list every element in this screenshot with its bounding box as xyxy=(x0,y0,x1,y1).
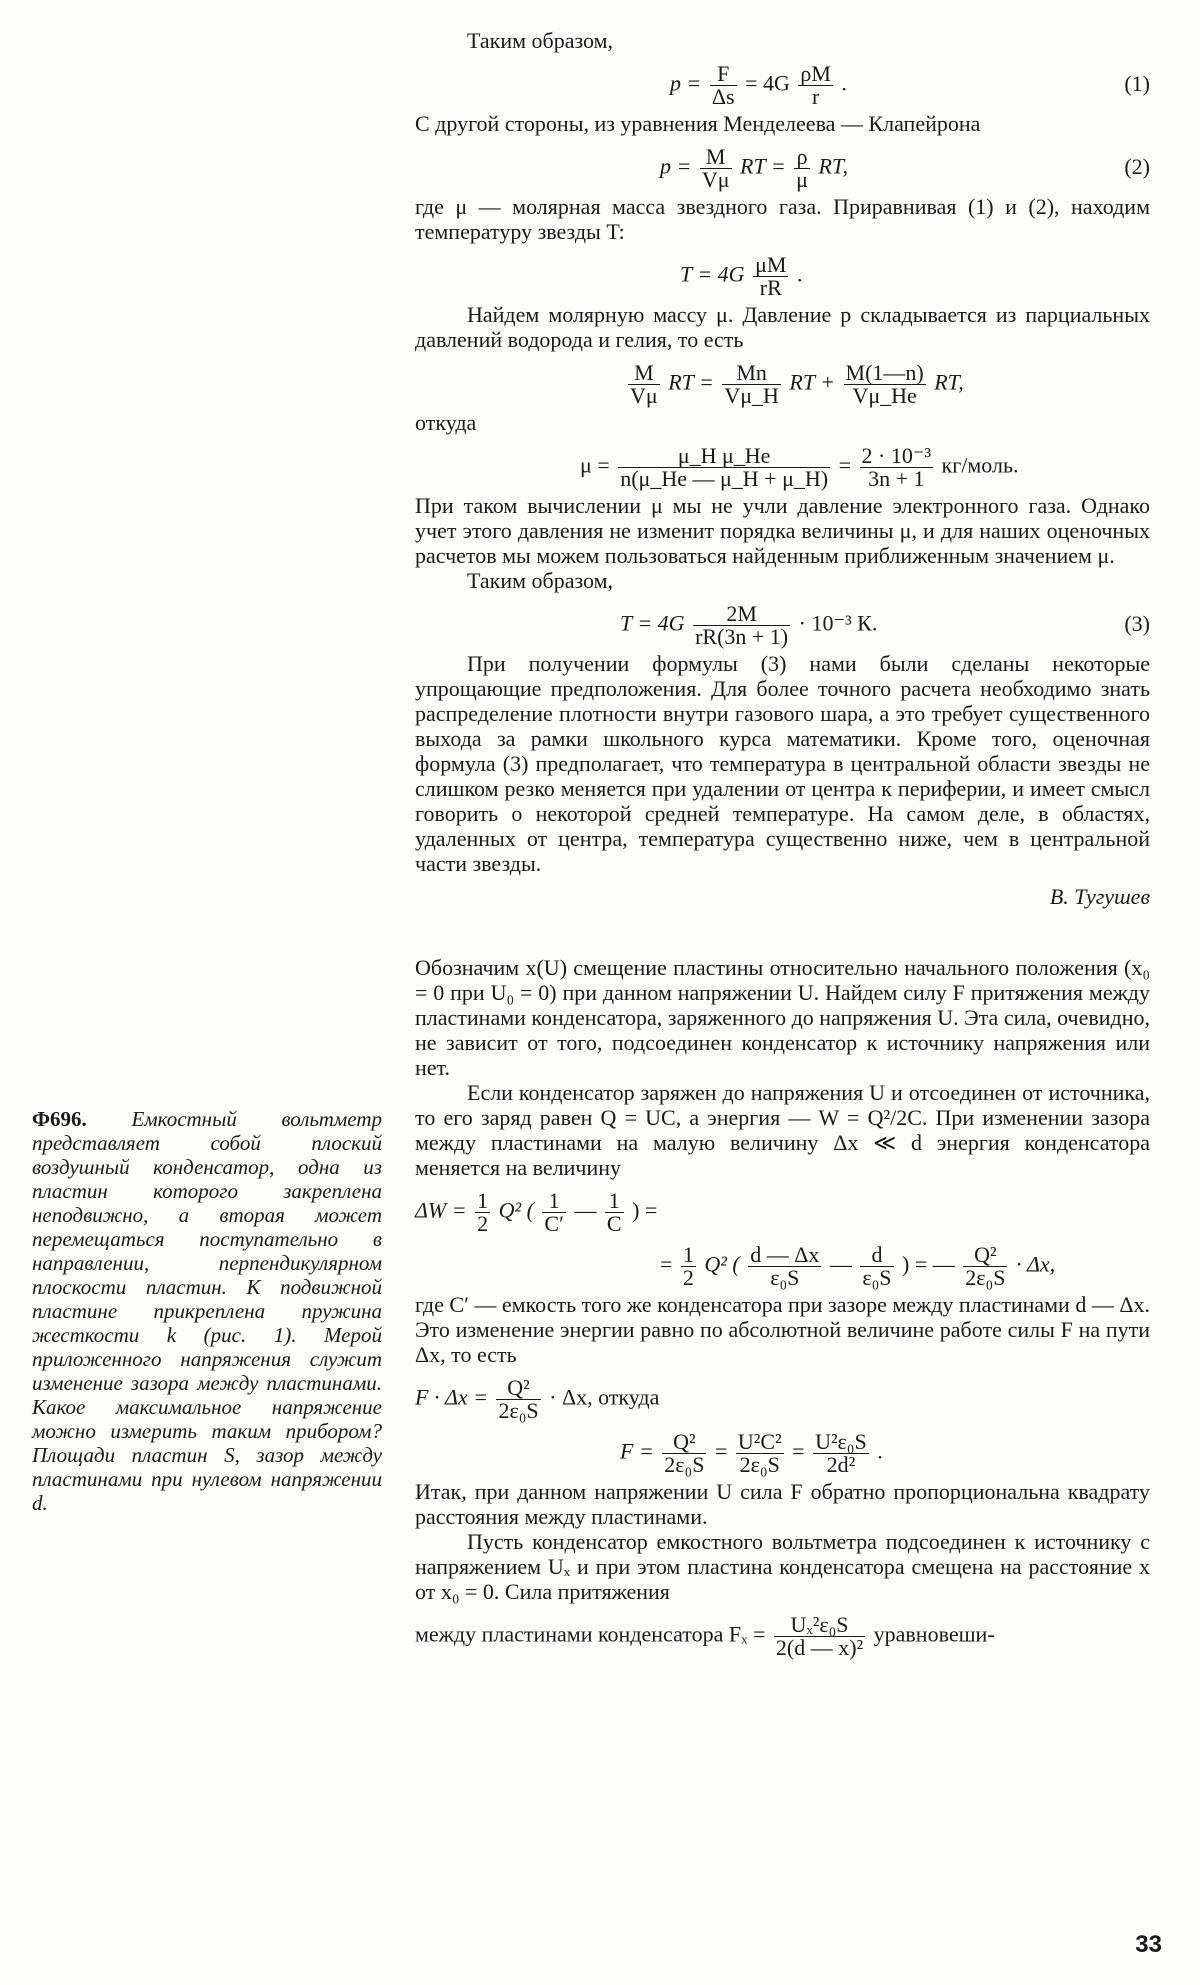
eq9-lhs: F = xyxy=(620,1438,654,1464)
eq9-fraction-b: $\frac{\text{U²C²}}{\text{2ε₀S}}$ xyxy=(737,1429,782,1477)
eq7a-fraction-c: $\frac{1}{C}$ xyxy=(606,1188,622,1236)
eq5-mid: = xyxy=(838,452,851,478)
eq10-end: уравновеши- xyxy=(873,1621,995,1647)
equation-number-3: (3) xyxy=(1124,611,1150,636)
paragraph-molar-mass: где μ — молярная масса звездного газа. Приравнивая (1) и (2), находим температуру звезды T: xyxy=(415,194,1150,244)
main-column xyxy=(415,28,1150,1662)
equation-2 xyxy=(415,140,1150,190)
eq6-fraction: $\frac{2M}{rR(3n + 1)}$ xyxy=(695,601,789,649)
equation-10 xyxy=(415,1608,1150,1658)
equation-5 xyxy=(415,439,1150,489)
equation-number-1: (1) xyxy=(1124,71,1150,96)
eq7a-fraction-b: $\frac{1}{C'}$ xyxy=(544,1188,564,1236)
eq7a-fraction-a: $\frac{1}{2}$ xyxy=(477,1188,489,1236)
eq3-end: . xyxy=(796,261,803,287)
eq7b-end: · Δx, xyxy=(1015,1251,1056,1277)
eq5-lhs: μ = xyxy=(580,452,610,478)
eq1-lhs: p = xyxy=(670,70,702,96)
equation-9 xyxy=(415,1425,1150,1475)
eq7b-lhs: = xyxy=(660,1251,673,1277)
eq7b-mid: ) = — xyxy=(902,1251,955,1277)
eq4-term-1: RT = xyxy=(668,369,714,395)
eq7b-fraction-c: $\frac{d}{\text{ε₀S}}$ xyxy=(862,1242,892,1290)
eq1-mid: = 4G xyxy=(745,70,790,96)
author-signature: В. Тугушев xyxy=(1049,884,1150,909)
equation-3 xyxy=(415,248,1150,298)
eq9-eq-2: = xyxy=(792,1438,805,1464)
equation-7b xyxy=(415,1238,1150,1288)
eq4-term-2: RT + xyxy=(789,369,836,395)
eq2-lhs: p = xyxy=(660,153,692,179)
eq8-end: · Δx, откуда xyxy=(549,1384,660,1410)
eq9-fraction-c: $\frac{\text{U²ε₀S}}{\text{2d²}}$ xyxy=(815,1429,867,1477)
eq7a-lhs: ΔW = xyxy=(415,1197,467,1223)
intro-text: Таким образом, xyxy=(467,28,614,53)
eq1-fraction-b: $\frac{\rho M}{r}$ xyxy=(800,61,831,109)
solution-paragraph-1: Обозначим x(U) смещение пластины относительно начального положения (x₀ = 0 при U₀ = 0) при данном напряжении U. Найдем силу F притяжения между пластинами конденсатора, заряженного до напряжения U. Эта сила, очевидно, не зависит от того, подсоединен конденсатор к источнику напряжения или нет. xyxy=(415,955,1150,1080)
eq9-end: . xyxy=(877,1438,883,1464)
equation-1 xyxy=(415,57,1150,107)
eq5-units: кг/моль. xyxy=(941,452,1019,478)
eq7b-minus: — xyxy=(829,1251,852,1277)
eq7a-end: ) = xyxy=(632,1197,658,1223)
equation-7a xyxy=(415,1184,1150,1234)
eq9-fraction-a: $\frac{\text{Q²}}{\text{2ε₀S}}$ xyxy=(664,1429,705,1477)
eq7a-minus: — xyxy=(574,1197,597,1223)
eq7a-q: Q² ( xyxy=(498,1197,534,1223)
paragraph-thus: Таким образом, xyxy=(467,568,614,593)
page-number: 33 xyxy=(1135,1931,1162,1958)
eq7b-q: Q² ( xyxy=(704,1251,740,1277)
paragraph-mendeleev: С другой стороны, из уравнения Менделеева — Клапейрона xyxy=(415,111,981,136)
eq3-fraction: $\frac{\mu M}{rR}$ xyxy=(755,252,787,300)
eq7b-fraction-a: $\frac{1}{2}$ xyxy=(682,1242,694,1290)
paragraph-pressure: Найдем молярную массу μ. Давление p складывается из парциальных давлений водорода и гелия, то есть xyxy=(415,302,1150,352)
eq8-fraction: $\frac{\text{Q²}}{\text{2ε₀S}}$ xyxy=(498,1375,539,1423)
problem-text: Емкостный вольтметр представляет собой плоский воздушный конденсатор, одна из пластин которого закреплена неподвижно, а вторая может перемещаться поступательно в направлении, перпендикулярном плоскости пластин. К подвижной пластине прикреплена пружина жесткости k (рис. 1). Мерой приложенного напряжения служит изменение зазора между пластинами. Какое максимальное напряжение можно измерить таким прибором? Площади пластин S, зазор между пластинами при нулевом напряжении d. xyxy=(32,1107,382,1515)
solution-paragraph-5: Пусть конденсатор емкостного вольтметра подсоединен к источнику с напряжением Uₓ и при этом пластина конденсатора смещена на расстояние x от x₀ = 0. Сила притяжения xyxy=(415,1529,1150,1604)
paragraph-electron-gas: При таком вычислении μ мы не учли давление электронного газа. Однако учет этого давления не изменит порядка величины μ, и для наших оценочных расчетов мы можем пользоваться найденным приближенным значением μ. xyxy=(415,493,1150,568)
solution-paragraph-4: Итак, при данном напряжении U сила F обратно пропорциональна квадрату расстояния между пластинами. xyxy=(415,1479,1150,1529)
eq4-term-3: RT, xyxy=(934,369,964,395)
problem-label: Ф696. xyxy=(32,1107,87,1131)
eq1-end: . xyxy=(841,70,847,96)
eq1-fraction-a: $\frac{F}{\Delta s}$ xyxy=(711,61,735,109)
eq2-fraction-b: $\frac{\rho}{\mu}$ xyxy=(796,144,808,192)
paragraph-whence: откуда xyxy=(415,410,477,435)
eq5-fraction-b: $\frac{\text{2 · 10⁻³}}{3n + 1}$ xyxy=(861,443,932,491)
eq2-mid: RT = xyxy=(740,153,786,179)
solution-paragraph-2: Если конденсатор заряжен до напряжения U и отсоединен от источника, то его заряд равен Q = UC, а энергия — W = Q²/2C. При изменении зазора между пластинами на малую величину Δx ≪ d энергия конденсатора меняется на величину xyxy=(415,1080,1150,1180)
equation-8 xyxy=(415,1371,1150,1421)
eq2-fraction-a: $\frac{M}{V\mu}$ xyxy=(701,144,730,192)
eq4-fraction-b: $\frac{Mn}{V\mu\_H}$ xyxy=(724,360,779,408)
equation-4 xyxy=(415,356,1150,406)
equation-number-2: (2) xyxy=(1124,154,1150,179)
eq3-lhs: T = 4G xyxy=(680,261,745,287)
eq10-fraction: $\frac{\text{Uₓ²ε₀S}}{\text{2(d — x)²}}$ xyxy=(775,1612,864,1660)
paragraph-assumptions: При получении формулы (3) нами были сделаны некоторые упрощающие предположения. Для более точного расчета необходимо знать распределение плотности внутри газового шара, а это требует существенного выхода за рамки школьного курса математики. Кроме того, оценочная формула (3) предполагает, что температура в центральной области звезды не слишком резко меняется при удалении от центра к периферии, и имеет смысл говорить о некоторой средней температуре. На самом деле, в областях, удаленных от центра, температура существенно ниже, чем в центральной части звезды. xyxy=(415,651,1150,876)
eq4-fraction-c: $\frac{M(1—n)}{V\mu\_He}$ xyxy=(845,360,924,408)
eq2-end: RT, xyxy=(818,153,849,179)
eq5-fraction-a: $\frac{\text{μ\_H μ\_He}}{n(\mu\_He — \mu\_H + \mu\_H)}$ xyxy=(620,443,829,491)
eq7b-fraction-d: $\frac{\text{Q²}}{\text{2ε₀S}}$ xyxy=(965,1242,1006,1290)
equation-6 xyxy=(415,597,1150,647)
problem-statement xyxy=(32,1107,382,1515)
eq6-end: · 10⁻³ К. xyxy=(798,610,878,636)
eq10-pre: между пластинами конденсатора Fₓ = xyxy=(415,1621,766,1647)
eq7b-fraction-b: $\frac{d — \Delta x}{\text{ε₀S}}$ xyxy=(750,1242,820,1290)
eq4-fraction-a: $\frac{M}{V\mu}$ xyxy=(630,360,658,408)
eq8-lhs: F · Δx = xyxy=(415,1384,488,1410)
eq9-eq-1: = xyxy=(714,1438,728,1464)
eq6-lhs: T = 4G xyxy=(620,610,685,636)
solution-paragraph-3: где C′ — емкость того же конденсатора при зазоре между пластинами d — Δx. Это изменение энергии равно по абсолютной величине работе силы F на пути Δx, то есть xyxy=(415,1292,1150,1367)
